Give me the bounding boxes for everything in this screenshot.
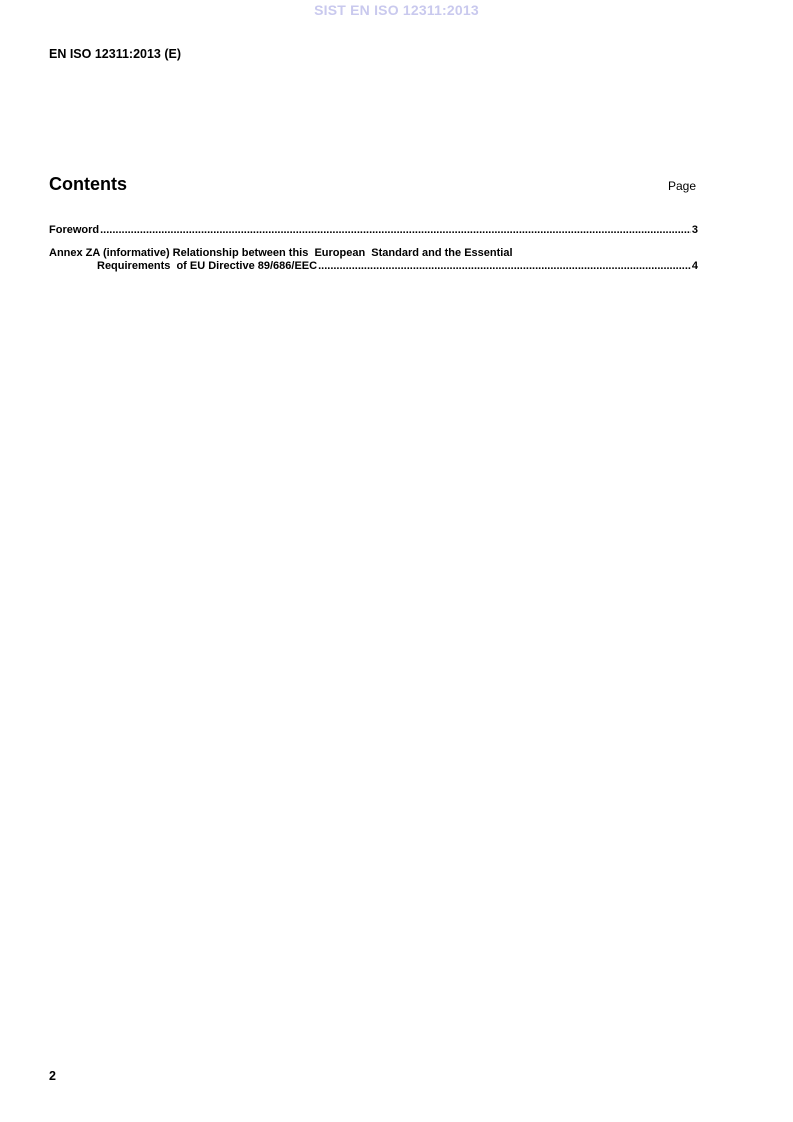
toc-entry-page[interactable]: 4 xyxy=(691,260,698,272)
toc-entry-foreword[interactable] xyxy=(49,224,698,237)
watermark: SIST EN ISO 12311:2013 xyxy=(314,2,479,18)
toc-entry-annex-za[interactable] xyxy=(49,247,698,273)
toc-entry-page[interactable]: 3 xyxy=(691,224,698,236)
toc-entry-title-line2[interactable]: Requirements of EU Directive 89/686/EEC xyxy=(97,260,318,272)
toc-dot-leader xyxy=(318,260,691,273)
toc-entry-title-line1[interactable]: Annex ZA (informative) Relationship between this European Standard and the Essential xyxy=(49,247,513,259)
toc-entry-title[interactable]: Foreword xyxy=(49,224,100,236)
table-of-contents xyxy=(49,224,698,273)
document-id-header: EN ISO 12311:2013 (E) xyxy=(49,47,182,61)
page-column-label: Page xyxy=(668,179,697,193)
contents-heading: Contents xyxy=(49,174,127,194)
page-number: 2 xyxy=(49,1069,56,1083)
toc-dot-leader xyxy=(100,224,691,237)
